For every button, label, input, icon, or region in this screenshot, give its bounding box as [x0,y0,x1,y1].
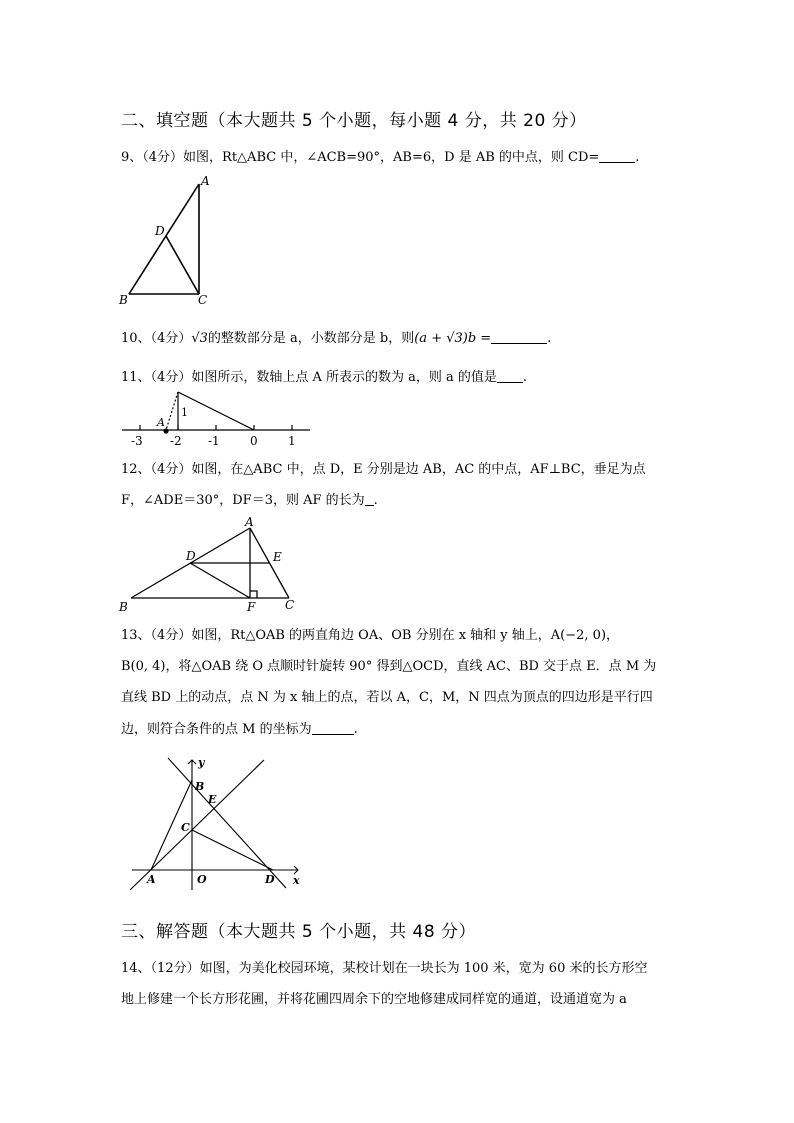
label-f: F [247,600,256,614]
question-12-line-1: 12、（4分）如图，在△ABC 中，点 D，E 分别是边 AB，AC 的中点，AF⊥BC，垂足为点 [121,462,646,477]
label-c: C [181,821,190,834]
median-cd [166,236,199,294]
label-e: E [208,793,217,806]
label-b: B [195,780,205,793]
height-label: 1 [181,406,188,419]
label-a: A [157,416,165,429]
label-a: A [147,873,156,886]
question-12-stem: F，∠ADE＝30°，DF＝3，则 AF 的长为 [121,493,365,508]
expression: (a + √3)b = [414,331,492,346]
label-b: B [119,600,128,614]
figure-q11-number-line [118,388,314,450]
tick-label-0: 0 [250,434,258,448]
question-9-stem: 9、（4分）如图，Rt△ABC 中，∠ACB=90°，AB=6，D 是 AB 的中点，则 CD= [121,150,600,165]
question-13-line-2: B(0, 4)，将△OAB 绕 O 点顺时针旋转 90° 得到△OCD，直线 AC、BD 交于点 E．点 M 为 [121,659,657,674]
arc-dashed [166,392,178,430]
tick-label-neg3: -3 [131,434,143,448]
side-ab [129,184,199,294]
label-x: x [293,874,300,887]
figure-q13-coordinate-plane [128,754,308,896]
question-13-stem: 边，则符合条件的点 M 的坐标为 [121,722,312,737]
figure-q12-triangle [115,514,305,614]
segment-cd [192,830,273,870]
question-14-line-1: 14、（12分）如图，为美化校园环境，某校计划在一块长为 100 米，宽为 60 米的长方形空 [121,961,648,976]
hypotenuse [178,392,254,430]
answer-blank-9[interactable] [599,149,635,163]
question-14-line-2: 地上修建一个长方形花圃，并将花圃四周余下的空地修建成同样宽的通道，设通道宽为 a [121,992,627,1007]
question-10-prefix: 10、（4分） [121,331,192,346]
segment-df [190,563,250,598]
question-11-end: . [522,370,528,385]
answer-blank-13[interactable] [312,721,354,735]
answer-blank-10[interactable] [491,330,547,344]
section-3-title: 三、解答题（本大题共 5 个小题，共 48 分） [121,922,477,942]
question-10-end: . [547,331,552,346]
tick-label-neg1: -1 [208,434,220,448]
label-c: C [198,293,208,307]
label-o: O [197,873,207,886]
question-13-end: . [353,722,358,737]
question-13-line-3: 直线 BD 上的动点，点 N 为 x 轴上的点，若以 A，C，M，N 四点为顶点的四边形是平行四 [121,690,653,705]
question-10-stem: 的整数部分是 a，小数部分是 b，则 [207,331,415,346]
question-9-text [121,146,639,165]
label-a: A [245,515,254,529]
tick-label-1: 1 [288,434,296,448]
question-10-text [121,327,551,346]
right-angle-mark [250,591,257,598]
answer-blank-11[interactable] [497,369,523,383]
label-d: D [265,873,275,886]
label-a: A [201,174,210,188]
question-12-line-2 [121,489,378,508]
label-b: B [119,293,128,307]
label-y: y [198,756,205,769]
question-11-text [121,366,527,385]
figure-q9-triangle [115,172,215,307]
question-13-line-1: 13、（4分）如图，Rt△OAB 的两直角边 OA、OB 分别在 x 轴和 y 轴上，A(−2, 0)， [121,628,620,643]
question-9-end: . [635,150,640,165]
section-2-title: 二、填空题（本大题共 5 个小题，每小题 4 分，共 20 分） [121,111,587,131]
sqrt-3: √3 [191,331,208,346]
label-d: D [186,549,196,563]
label-c: C [285,598,295,612]
question-13-line-4 [121,718,358,737]
label-e: E [273,550,282,564]
tick-label-neg2: -2 [170,434,182,448]
question-11-stem: 11、（4分）如图所示，数轴上点 A 所表示的数为 a，则 a 的值是 [121,370,497,385]
point-a [163,428,168,433]
label-d: D [155,224,165,238]
question-12-end: . [373,493,378,508]
answer-blank-12[interactable] [365,492,374,506]
